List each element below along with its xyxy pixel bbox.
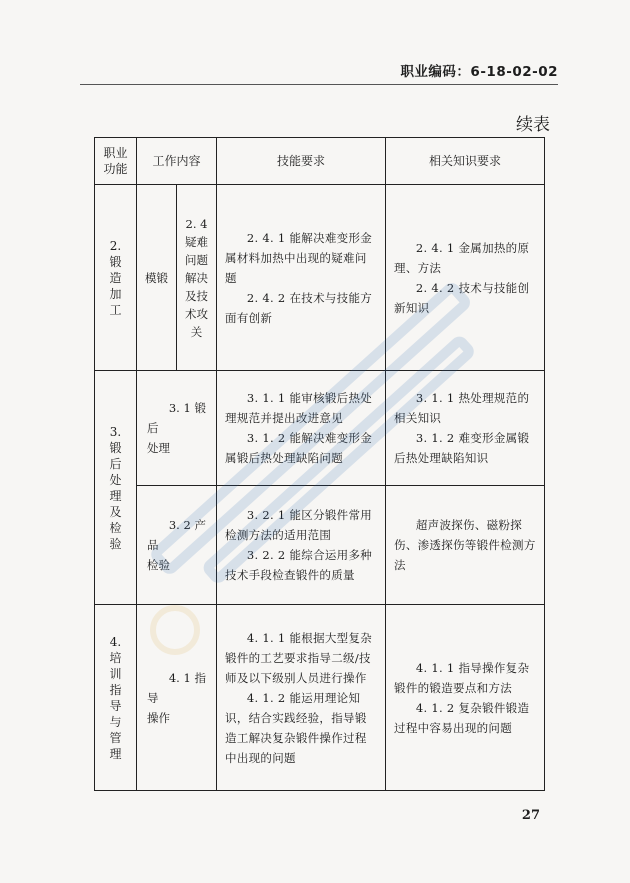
- item-cell-training: 4. 1 指导 操作: [137, 605, 217, 791]
- header-work-content: 工作内容: [137, 138, 217, 185]
- knowledge-cell-inspection: 超声波探伤、磁粉探伤、渗透探伤等锻件检测方法: [386, 486, 545, 605]
- skills-cell-forging: 2. 4. 1 能解决难变形金属材料加热中出现的疑难问题 2. 4. 2 在技术与技能方面有创新: [217, 185, 386, 371]
- table-row: [95, 486, 545, 605]
- knowledge-cell-forging: 2. 4. 1 金属加热的原理、方法 2. 4. 2 技术与技能创新知识: [386, 185, 545, 371]
- category-cell: 模锻: [137, 185, 177, 371]
- table-row: [95, 371, 545, 486]
- header-function: 职业 功能: [95, 138, 137, 185]
- skills-cell-inspection: 3. 2. 1 能区分锻件常用检测方法的适用范围 3. 2. 2 能综合运用多种技术手段检查锻件的质量: [217, 486, 386, 605]
- item-cell-heat-treatment: 3. 1 锻后 处理: [137, 371, 217, 486]
- skills-table: [94, 137, 545, 791]
- item-cell-forging: 2. 4 疑难 问题 解决 及技 术攻 关: [177, 185, 217, 371]
- item-cell-inspection: 3. 2 产品 检验: [137, 486, 217, 605]
- skills-cell-training: 4. 1. 1 能根据大型复杂锻件的工艺要求指导二级/技师及以下级别人员进行操作 4. 1. 2 能运用理论知识，结合实践经验，指导锻造工解决复杂锻件操作过程中出现的问题: [217, 605, 386, 791]
- page-number: 27: [521, 808, 540, 823]
- skills-cell-heat-treatment: 3. 1. 1 能审核锻后热处理规范并提出改进意见 3. 1. 2 能解决难变形金属锻后热处理缺陷问题: [217, 371, 386, 486]
- continued-label: 续表: [516, 115, 550, 135]
- function-cell-training: 4. 培 训 指 导 与 管 理: [95, 605, 137, 791]
- knowledge-cell-training: 4. 1. 1 指导操作复杂锻件的锻造要点和方法 4. 1. 2 复杂锻件锻造过程中容易出现的问题: [386, 605, 545, 791]
- knowledge-cell-heat-treatment: 3. 1. 1 热处理规范的相关知识 3. 1. 2 难变形金属锻后热处理缺陷知识: [386, 371, 545, 486]
- header-rule: [80, 84, 558, 85]
- table-row: [95, 185, 545, 371]
- table-header-row: [95, 138, 545, 185]
- occupation-code: 职业编码：6-18-02-02: [400, 64, 558, 80]
- header-skill-requirements: 技能要求: [217, 138, 386, 185]
- function-cell-heat-treatment: 3. 锻 后 处 理 及 检 验: [95, 371, 137, 605]
- function-cell-forging: 2. 锻 造 加 工: [95, 185, 137, 371]
- table-row: [95, 605, 545, 791]
- header-knowledge-requirements: 相关知识要求: [386, 138, 545, 185]
